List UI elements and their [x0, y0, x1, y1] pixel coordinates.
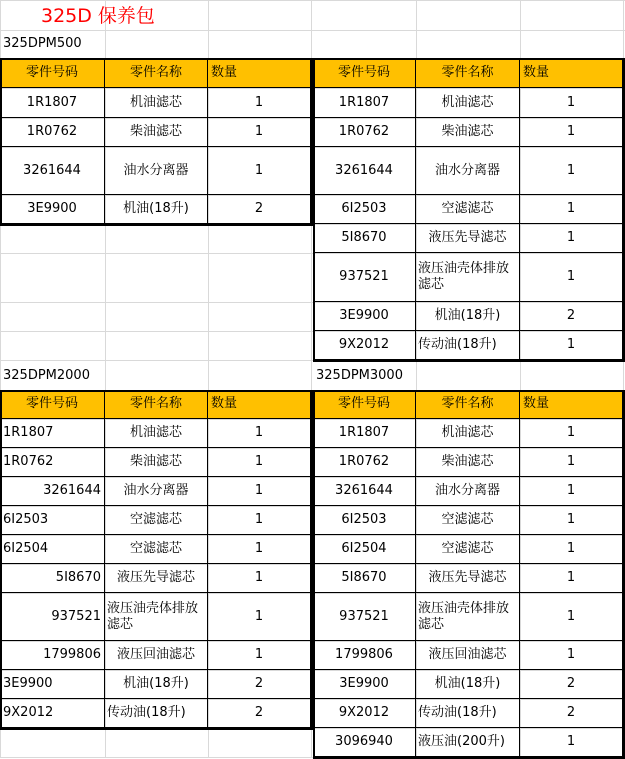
part-name-cell: 空滤滤芯: [105, 506, 208, 535]
part-number-cell: 3261644: [0, 147, 105, 195]
part-name-cell: 油水分离器: [416, 147, 520, 195]
quantity-cell: 2: [208, 670, 311, 699]
part-name-cell: 柴油滤芯: [105, 118, 208, 147]
part-number-cell: 1R0762: [0, 118, 105, 147]
table-label-pm3000: 325DPM3000: [316, 368, 403, 383]
quantity-cell: 1: [208, 419, 311, 448]
part-name-cell: 机油(18升): [416, 302, 520, 331]
part-number-cell: 6I2503: [0, 506, 105, 535]
quantity-cell: 1: [520, 535, 623, 564]
quantity-cell: 1: [520, 448, 623, 477]
quantity-cell: 1: [208, 641, 311, 670]
part-number-cell: 1R1807: [313, 419, 416, 448]
part-number-cell: 9X2012: [313, 331, 416, 360]
column-header: 零件名称: [105, 58, 208, 88]
part-name-cell: 油水分离器: [105, 477, 208, 506]
part-name-cell: 柴油滤芯: [105, 448, 208, 477]
part-number-cell: 5I8670: [0, 564, 105, 593]
quantity-cell: 1: [520, 593, 623, 641]
quantity-cell: 2: [520, 302, 623, 331]
column-header: 数量: [208, 390, 311, 419]
quantity-cell: 1: [520, 331, 623, 360]
part-name-cell: 液压油壳体排放滤芯: [105, 593, 208, 641]
column-header: 数量: [520, 58, 623, 88]
part-name-cell: 液压油(200升): [416, 728, 520, 757]
quantity-cell: 1: [520, 564, 623, 593]
part-number-cell: 9X2012: [0, 699, 105, 728]
part-number-cell: 3261644: [313, 477, 416, 506]
quantity-cell: 1: [520, 224, 623, 253]
column-header: 数量: [520, 390, 623, 419]
part-name-cell: 油水分离器: [105, 147, 208, 195]
part-number-cell: 1R1807: [313, 88, 416, 118]
part-number-cell: 937521: [313, 253, 416, 302]
quantity-cell: 1: [520, 88, 623, 118]
part-name-cell: 机油(18升): [105, 195, 208, 224]
column-header: 零件号码: [0, 390, 105, 419]
part-number-cell: 5I8670: [313, 564, 416, 593]
part-number-cell: 5I8670: [313, 224, 416, 253]
quantity-cell: 1: [520, 147, 623, 195]
part-number-cell: 1R1807: [0, 88, 105, 118]
part-name-cell: 传动油(18升): [416, 699, 520, 728]
table-label-pm2000: 325DPM2000: [3, 368, 90, 383]
part-number-cell: 3E9900: [313, 302, 416, 331]
part-number-cell: 3E9900: [0, 670, 105, 699]
table-label-pm500: 325DPM500: [3, 36, 82, 51]
column-header: 零件名称: [416, 390, 520, 419]
part-name-cell: 液压先导滤芯: [416, 564, 520, 593]
column-header: 零件号码: [313, 58, 416, 88]
quantity-cell: 1: [520, 253, 623, 302]
part-name-cell: 柴油滤芯: [416, 118, 520, 147]
quantity-cell: 1: [208, 88, 311, 118]
quantity-cell: 1: [520, 506, 623, 535]
part-number-cell: 1R0762: [0, 448, 105, 477]
quantity-cell: 1: [520, 419, 623, 448]
quantity-cell: 1: [208, 147, 311, 195]
part-name-cell: 空滤滤芯: [105, 535, 208, 564]
column-header: 数量: [208, 58, 311, 88]
quantity-cell: 2: [208, 699, 311, 728]
part-name-cell: 传动油(18升): [105, 699, 208, 728]
part-name-cell: 机油滤芯: [105, 419, 208, 448]
quantity-cell: 2: [208, 195, 311, 224]
part-name-cell: 传动油(18升): [416, 331, 520, 360]
column-header: 零件名称: [105, 390, 208, 419]
part-name-cell: 机油滤芯: [416, 88, 520, 118]
part-number-cell: 1799806: [0, 641, 105, 670]
quantity-cell: 1: [520, 728, 623, 757]
quantity-cell: 1: [208, 535, 311, 564]
part-name-cell: 机油(18升): [416, 670, 520, 699]
part-number-cell: 1799806: [313, 641, 416, 670]
part-number-cell: 1R0762: [313, 118, 416, 147]
quantity-cell: 1: [208, 448, 311, 477]
part-name-cell: 液压回油滤芯: [416, 641, 520, 670]
part-name-cell: 机油滤芯: [105, 88, 208, 118]
column-header: 零件号码: [313, 390, 416, 419]
quantity-cell: 1: [208, 506, 311, 535]
part-number-cell: 3261644: [313, 147, 416, 195]
quantity-cell: 1: [520, 641, 623, 670]
part-name-cell: 机油滤芯: [416, 419, 520, 448]
part-name-cell: 液压先导滤芯: [105, 564, 208, 593]
part-name-cell: 油水分离器: [416, 477, 520, 506]
quantity-cell: 1: [520, 118, 623, 147]
part-name-cell: 空滤滤芯: [416, 535, 520, 564]
part-name-cell: 液压油壳体排放滤芯: [416, 593, 520, 641]
part-number-cell: 3E9900: [0, 195, 105, 224]
part-number-cell: 3096940: [313, 728, 416, 757]
part-number-cell: 6I2504: [313, 535, 416, 564]
part-name-cell: 液压先导滤芯: [416, 224, 520, 253]
part-number-cell: 1R1807: [0, 419, 105, 448]
part-number-cell: 6I2503: [313, 195, 416, 224]
column-header: 零件号码: [0, 58, 105, 88]
quantity-cell: 1: [208, 564, 311, 593]
quantity-cell: 2: [520, 699, 623, 728]
part-number-cell: 9X2012: [313, 699, 416, 728]
part-number-cell: 3E9900: [313, 670, 416, 699]
part-number-cell: 937521: [0, 593, 105, 641]
part-name-cell: 液压回油滤芯: [105, 641, 208, 670]
quantity-cell: 1: [520, 195, 623, 224]
part-name-cell: 空滤滤芯: [416, 506, 520, 535]
column-header: 零件名称: [416, 58, 520, 88]
part-name-cell: 空滤滤芯: [416, 195, 520, 224]
quantity-cell: 1: [520, 477, 623, 506]
sheet-title: 325D 保养包: [41, 5, 155, 27]
part-name-cell: 液压油壳体排放滤芯: [416, 253, 520, 302]
part-number-cell: 6I2503: [313, 506, 416, 535]
quantity-cell: 1: [208, 118, 311, 147]
part-name-cell: 机油(18升): [105, 670, 208, 699]
part-number-cell: 3261644: [0, 477, 105, 506]
part-number-cell: 1R0762: [313, 448, 416, 477]
quantity-cell: 1: [208, 477, 311, 506]
quantity-cell: 1: [208, 593, 311, 641]
quantity-cell: 2: [520, 670, 623, 699]
part-name-cell: 柴油滤芯: [416, 448, 520, 477]
part-number-cell: 937521: [313, 593, 416, 641]
part-number-cell: 6I2504: [0, 535, 105, 564]
